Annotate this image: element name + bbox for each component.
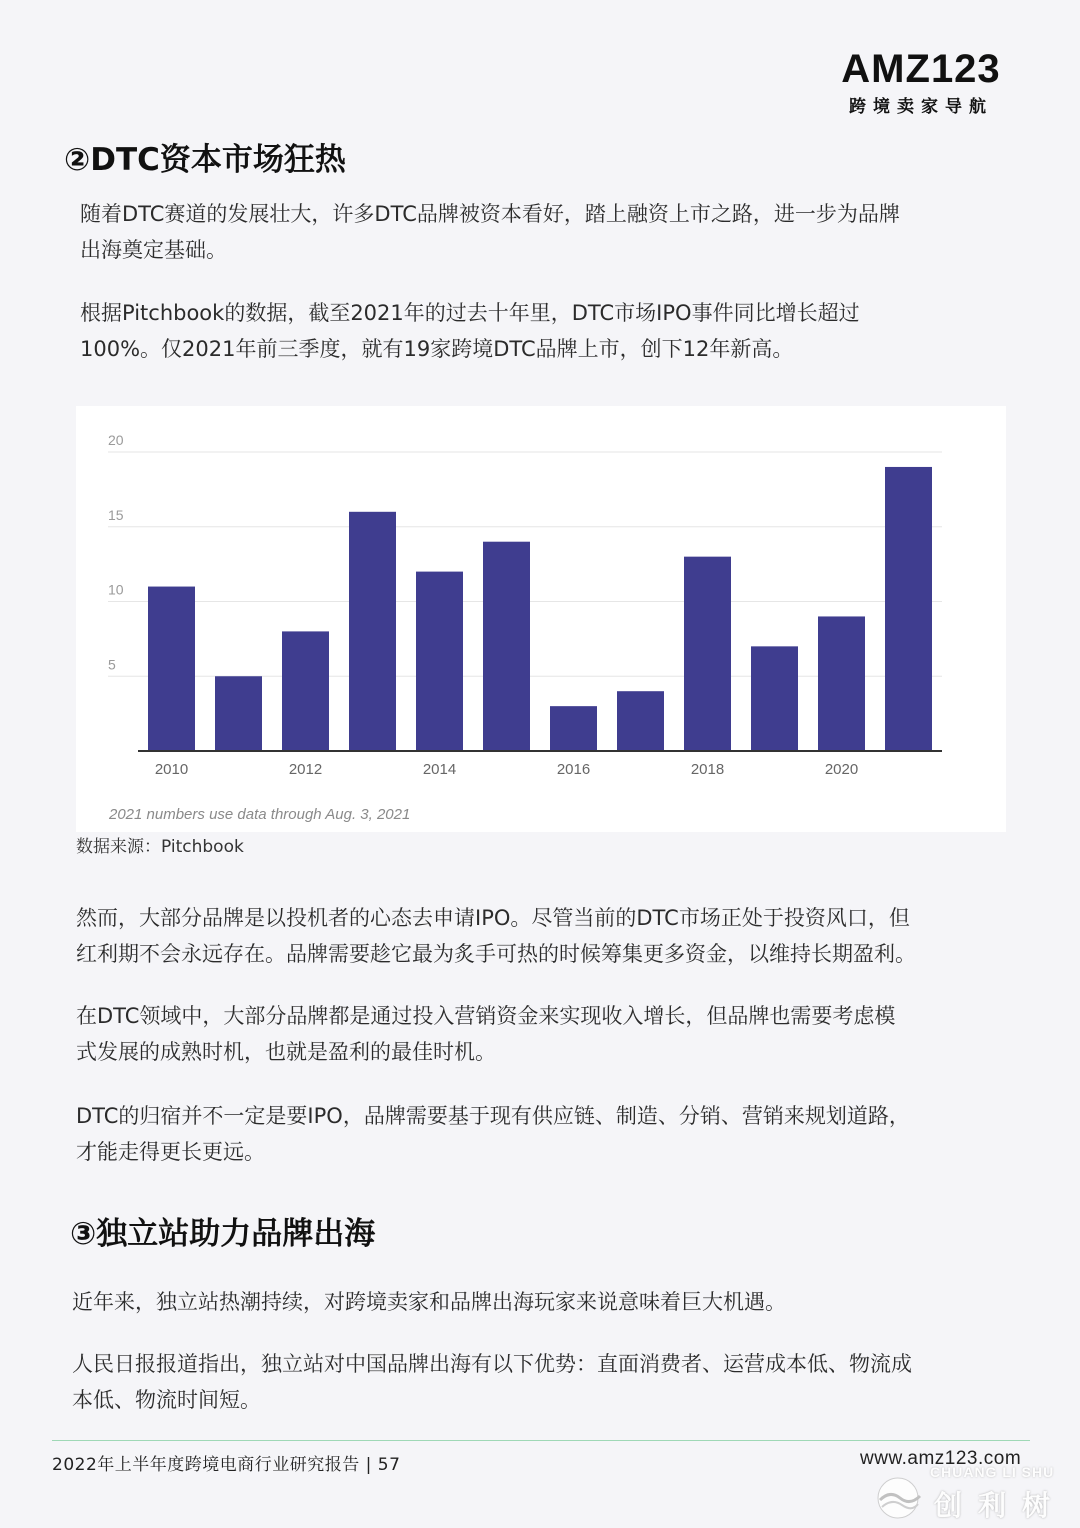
paragraph-line: DTC的归宿并不一定是要IPO，品牌需要基于现有供应链、制造、分销、营销来规划道路， <box>76 1104 910 1128</box>
section-heading-independent-site: ③独立站助力品牌出海 <box>70 1216 376 1252</box>
chart-svg <box>76 406 1006 832</box>
paragraph-line: 随着DTC赛道的发展壮大，许多DTC品牌被资本看好，踏上融资上市之路，进一步为品牌 <box>80 202 900 226</box>
bar <box>282 631 329 751</box>
x-tick-label: 2020 <box>824 761 859 778</box>
section-heading-dtc-capital: ②DTC资本市场狂热 <box>64 142 346 178</box>
paragraph-peoples-daily <box>72 1346 912 1418</box>
bar <box>617 691 664 751</box>
bar <box>349 512 396 751</box>
paragraph-line: 式发展的成熟时机，也就是盈利的最佳时机。 <box>76 1040 496 1064</box>
chuanglishu-watermark <box>872 1462 1072 1524</box>
x-tick-label: 2016 <box>556 761 591 778</box>
paragraph-line: 然而，大部分品牌是以投机者的心态去申请IPO。尽管当前的DTC市场正处于投资风口，但 <box>76 906 910 930</box>
paragraph-ipo-speculation <box>76 900 916 972</box>
bar <box>215 676 262 751</box>
logo-wordmark: AMZ123 <box>841 47 1001 91</box>
x-tick-label: 2012 <box>288 761 323 778</box>
y-tick-label: 20 <box>108 432 124 448</box>
y-tick-label: 10 <box>108 581 124 598</box>
x-tick-label: 2018 <box>690 761 725 778</box>
bar <box>550 706 597 751</box>
logo-tagline: 跨境卖家导航 <box>849 97 993 117</box>
data-source-caption: 数据来源：Pitchbook <box>76 837 244 857</box>
x-tick-label: 2010 <box>154 761 189 778</box>
amz123-logo <box>836 48 1006 117</box>
x-tick-label: 2014 <box>422 761 457 778</box>
paragraph-dtc-growth <box>80 196 900 268</box>
bar <box>148 587 195 751</box>
bar <box>818 616 865 751</box>
paragraph-line: 100%。仅2021年前三季度，就有19家跨境DTC品牌上市，创下12年新高。 <box>80 337 794 361</box>
paragraph-dtc-destination <box>76 1098 910 1170</box>
paragraph-line: 本低、物流时间短。 <box>72 1388 261 1412</box>
watermark-emblem-icon <box>872 1476 928 1520</box>
paragraph-line: 人民日报报道指出，独立站对中国品牌出海有以下优势：直面消费者、运营成本低、物流成 <box>72 1352 912 1376</box>
paragraph-independent-site-trend: 近年来，独立站热潮持续，对跨境卖家和品牌出海玩家来说意味着巨大机遇。 <box>72 1290 786 1314</box>
y-tick-label: 15 <box>108 506 124 523</box>
bar <box>751 646 798 751</box>
paragraph-line: 根据Pitchbook的数据，截至2021年的过去十年里，DTC市场IPO事件同比增长超过 <box>80 301 860 325</box>
footer-report-title: 2022年上半年度跨境电商行业研究报告 | 57 <box>52 1455 401 1475</box>
y-tick-label: 5 <box>108 656 116 673</box>
paragraph-pitchbook-data <box>80 295 860 367</box>
paragraph-line: 出海奠定基础。 <box>80 238 227 262</box>
chart-note: 2021 numbers use data through Aug. 3, 2021 <box>109 806 411 823</box>
bar <box>483 542 530 751</box>
paragraph-profit-timing <box>76 998 895 1070</box>
watermark-english: CHUANG LI SHU <box>930 1464 1055 1480</box>
bar <box>885 467 932 751</box>
paragraph-line: 才能走得更长更远。 <box>76 1140 265 1164</box>
paragraph-line: 在DTC领域中，大部分品牌都是通过投入营销资金来实现收入增长，但品牌也需要考虑模 <box>76 1004 896 1028</box>
footer-divider <box>52 1440 1030 1441</box>
watermark-chinese: 创利树 <box>934 1489 1067 1522</box>
paragraph-line: 红利期不会永远存在。品牌需要趁它最为炙手可热的时候筹集更多资金，以维持长期盈利。 <box>76 942 916 966</box>
dtc-ipo-bar-chart <box>76 406 1006 832</box>
bar <box>416 572 463 751</box>
bar <box>684 557 731 751</box>
footer-website-link[interactable]: www.amz123.com <box>860 1448 1022 1469</box>
